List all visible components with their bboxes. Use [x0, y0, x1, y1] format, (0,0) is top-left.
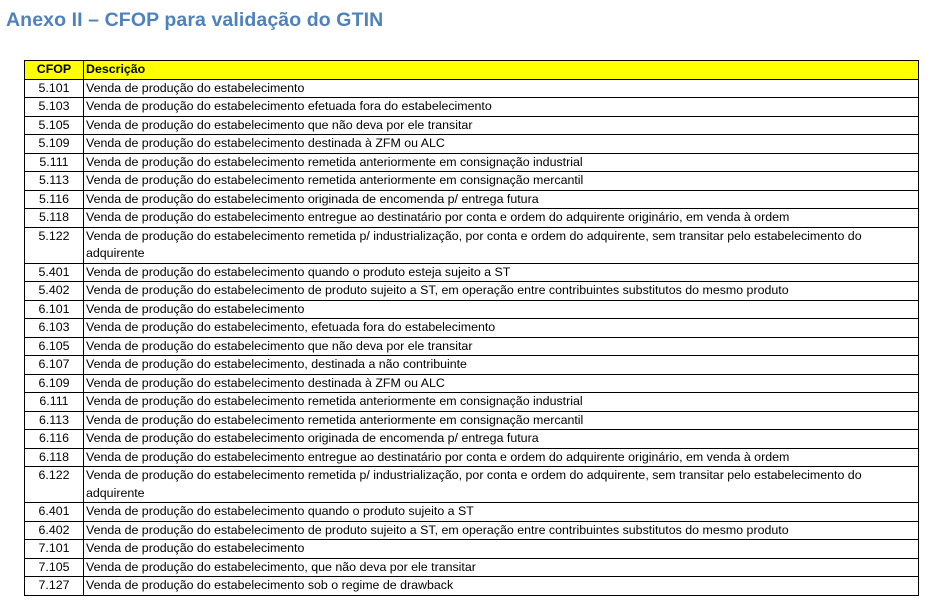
cfop-code-cell: 6.113 [25, 411, 84, 430]
cfop-code-cell: 6.402 [25, 521, 84, 540]
cfop-code-cell: 6.101 [25, 300, 84, 319]
table-row [25, 172, 919, 191]
cfop-code-cell: 5.401 [25, 263, 84, 282]
cfop-code-cell: 6.103 [25, 319, 84, 338]
cfop-code-cell: 6.118 [25, 448, 84, 467]
cfop-description-cell: Venda de produção do estabelecimento originada de encomenda p/ entrega futura [84, 430, 919, 449]
cfop-code-cell: 6.401 [25, 503, 84, 522]
cfop-description-cell: Venda de produção do estabelecimento quando o produto esteja sujeito a ST [84, 263, 919, 282]
cfop-code-cell: 7.127 [25, 577, 84, 596]
table-row [25, 190, 919, 209]
cfop-description-cell: Venda de produção do estabelecimento, destinada a não contribuinte [84, 356, 919, 375]
table-row [25, 393, 919, 412]
table-row [25, 79, 919, 98]
cfop-code-cell: 7.101 [25, 540, 84, 559]
cfop-code-cell: 5.116 [25, 190, 84, 209]
cfop-description-cell: Venda de produção do estabelecimento remetida anteriormente em consignação mercantil [84, 172, 919, 191]
cfop-description-cell: Venda de produção do estabelecimento quando o produto sujeito a ST [84, 503, 919, 522]
table-row [25, 374, 919, 393]
cfop-code-cell: 5.101 [25, 79, 84, 98]
table-row [25, 135, 919, 154]
table-row [25, 503, 919, 522]
cfop-description-cell: Venda de produção do estabelecimento entregue ao destinatário por conta e ordem do adquirente originário, em venda à ordem [84, 448, 919, 467]
cfop-description-cell: Venda de produção do estabelecimento remetida anteriormente em consignação industrial [84, 393, 919, 412]
cfop-description-cell: Venda de produção do estabelecimento de produto sujeito a ST, em operação entre contribuintes substitutos do mesmo produto [84, 521, 919, 540]
table-row [25, 116, 919, 135]
table-row [25, 337, 919, 356]
cfop-code-cell: 6.109 [25, 374, 84, 393]
cfop-code-cell: 5.109 [25, 135, 84, 154]
cfop-description-cell: Venda de produção do estabelecimento, efetuada fora do estabelecimento [84, 319, 919, 338]
table-row [25, 300, 919, 319]
table-row [25, 558, 919, 577]
table-row [25, 577, 919, 596]
cfop-code-cell: 6.105 [25, 337, 84, 356]
cfop-description-cell: Venda de produção do estabelecimento [84, 540, 919, 559]
table-body [25, 79, 919, 595]
table-row [25, 319, 919, 338]
cfop-description-cell: Venda de produção do estabelecimento sob o regime de drawback [84, 577, 919, 596]
cfop-description-cell: Venda de produção do estabelecimento remetida p/ industrialização, por conta e ordem do adquirente, sem transitar pelo estabelecimento do adquirente [84, 227, 919, 263]
cfop-description-cell: Venda de produção do estabelecimento que não deva por ele transitar [84, 116, 919, 135]
cfop-description-cell: Venda de produção do estabelecimento originada de encomenda p/ entrega futura [84, 190, 919, 209]
cfop-code-cell: 5.402 [25, 282, 84, 301]
cfop-description-cell: Venda de produção do estabelecimento [84, 300, 919, 319]
table-row [25, 209, 919, 228]
cfop-code-cell: 6.111 [25, 393, 84, 412]
cfop-description-cell: Venda de produção do estabelecimento entregue ao destinatário por conta e ordem do adquirente originário, em venda à ordem [84, 209, 919, 228]
page-title: Anexo II – CFOP para validação do GTIN [6, 9, 384, 31]
table-header-row [25, 61, 919, 80]
cfop-description-cell: Venda de produção do estabelecimento de produto sujeito a ST, em operação entre contribuintes substitutos do mesmo produto [84, 282, 919, 301]
table-row [25, 430, 919, 449]
cfop-code-cell: 5.105 [25, 116, 84, 135]
cfop-description-cell: Venda de produção do estabelecimento destinada à ZFM ou ALC [84, 135, 919, 154]
table-row [25, 98, 919, 117]
table-row [25, 153, 919, 172]
cfop-code-cell: 7.105 [25, 558, 84, 577]
cfop-description-cell: Venda de produção do estabelecimento [84, 79, 919, 98]
cfop-description-cell: Venda de produção do estabelecimento remetida p/ industrialização, por conta e ordem do adquirente, sem transitar pelo estabelecimento do adquirente [84, 467, 919, 503]
cfop-code-cell: 6.122 [25, 467, 84, 503]
cfop-description-cell: Venda de produção do estabelecimento, que não deva por ele transitar [84, 558, 919, 577]
cfop-code-cell: 5.111 [25, 153, 84, 172]
cfop-table [24, 60, 919, 596]
cfop-code-cell: 5.118 [25, 209, 84, 228]
table-row [25, 521, 919, 540]
cfop-code-cell: 5.113 [25, 172, 84, 191]
cfop-description-cell: Venda de produção do estabelecimento que não deva por ele transitar [84, 337, 919, 356]
header-cfop: CFOP [25, 61, 84, 80]
table-row [25, 467, 919, 503]
cfop-description-cell: Venda de produção do estabelecimento remetida anteriormente em consignação mercantil [84, 411, 919, 430]
cfop-code-cell: 6.116 [25, 430, 84, 449]
table-row [25, 356, 919, 375]
cfop-code-cell: 5.122 [25, 227, 84, 263]
cfop-description-cell: Venda de produção do estabelecimento efetuada fora do estabelecimento [84, 98, 919, 117]
cfop-code-cell: 5.103 [25, 98, 84, 117]
table-row [25, 227, 919, 263]
table-row [25, 411, 919, 430]
table-row [25, 448, 919, 467]
header-descricao: Descrição [84, 61, 919, 80]
cfop-code-cell: 6.107 [25, 356, 84, 375]
cfop-description-cell: Venda de produção do estabelecimento destinada à ZFM ou ALC [84, 374, 919, 393]
table-row [25, 263, 919, 282]
cfop-description-cell: Venda de produção do estabelecimento remetida anteriormente em consignação industrial [84, 153, 919, 172]
table-row [25, 540, 919, 559]
table-row [25, 282, 919, 301]
